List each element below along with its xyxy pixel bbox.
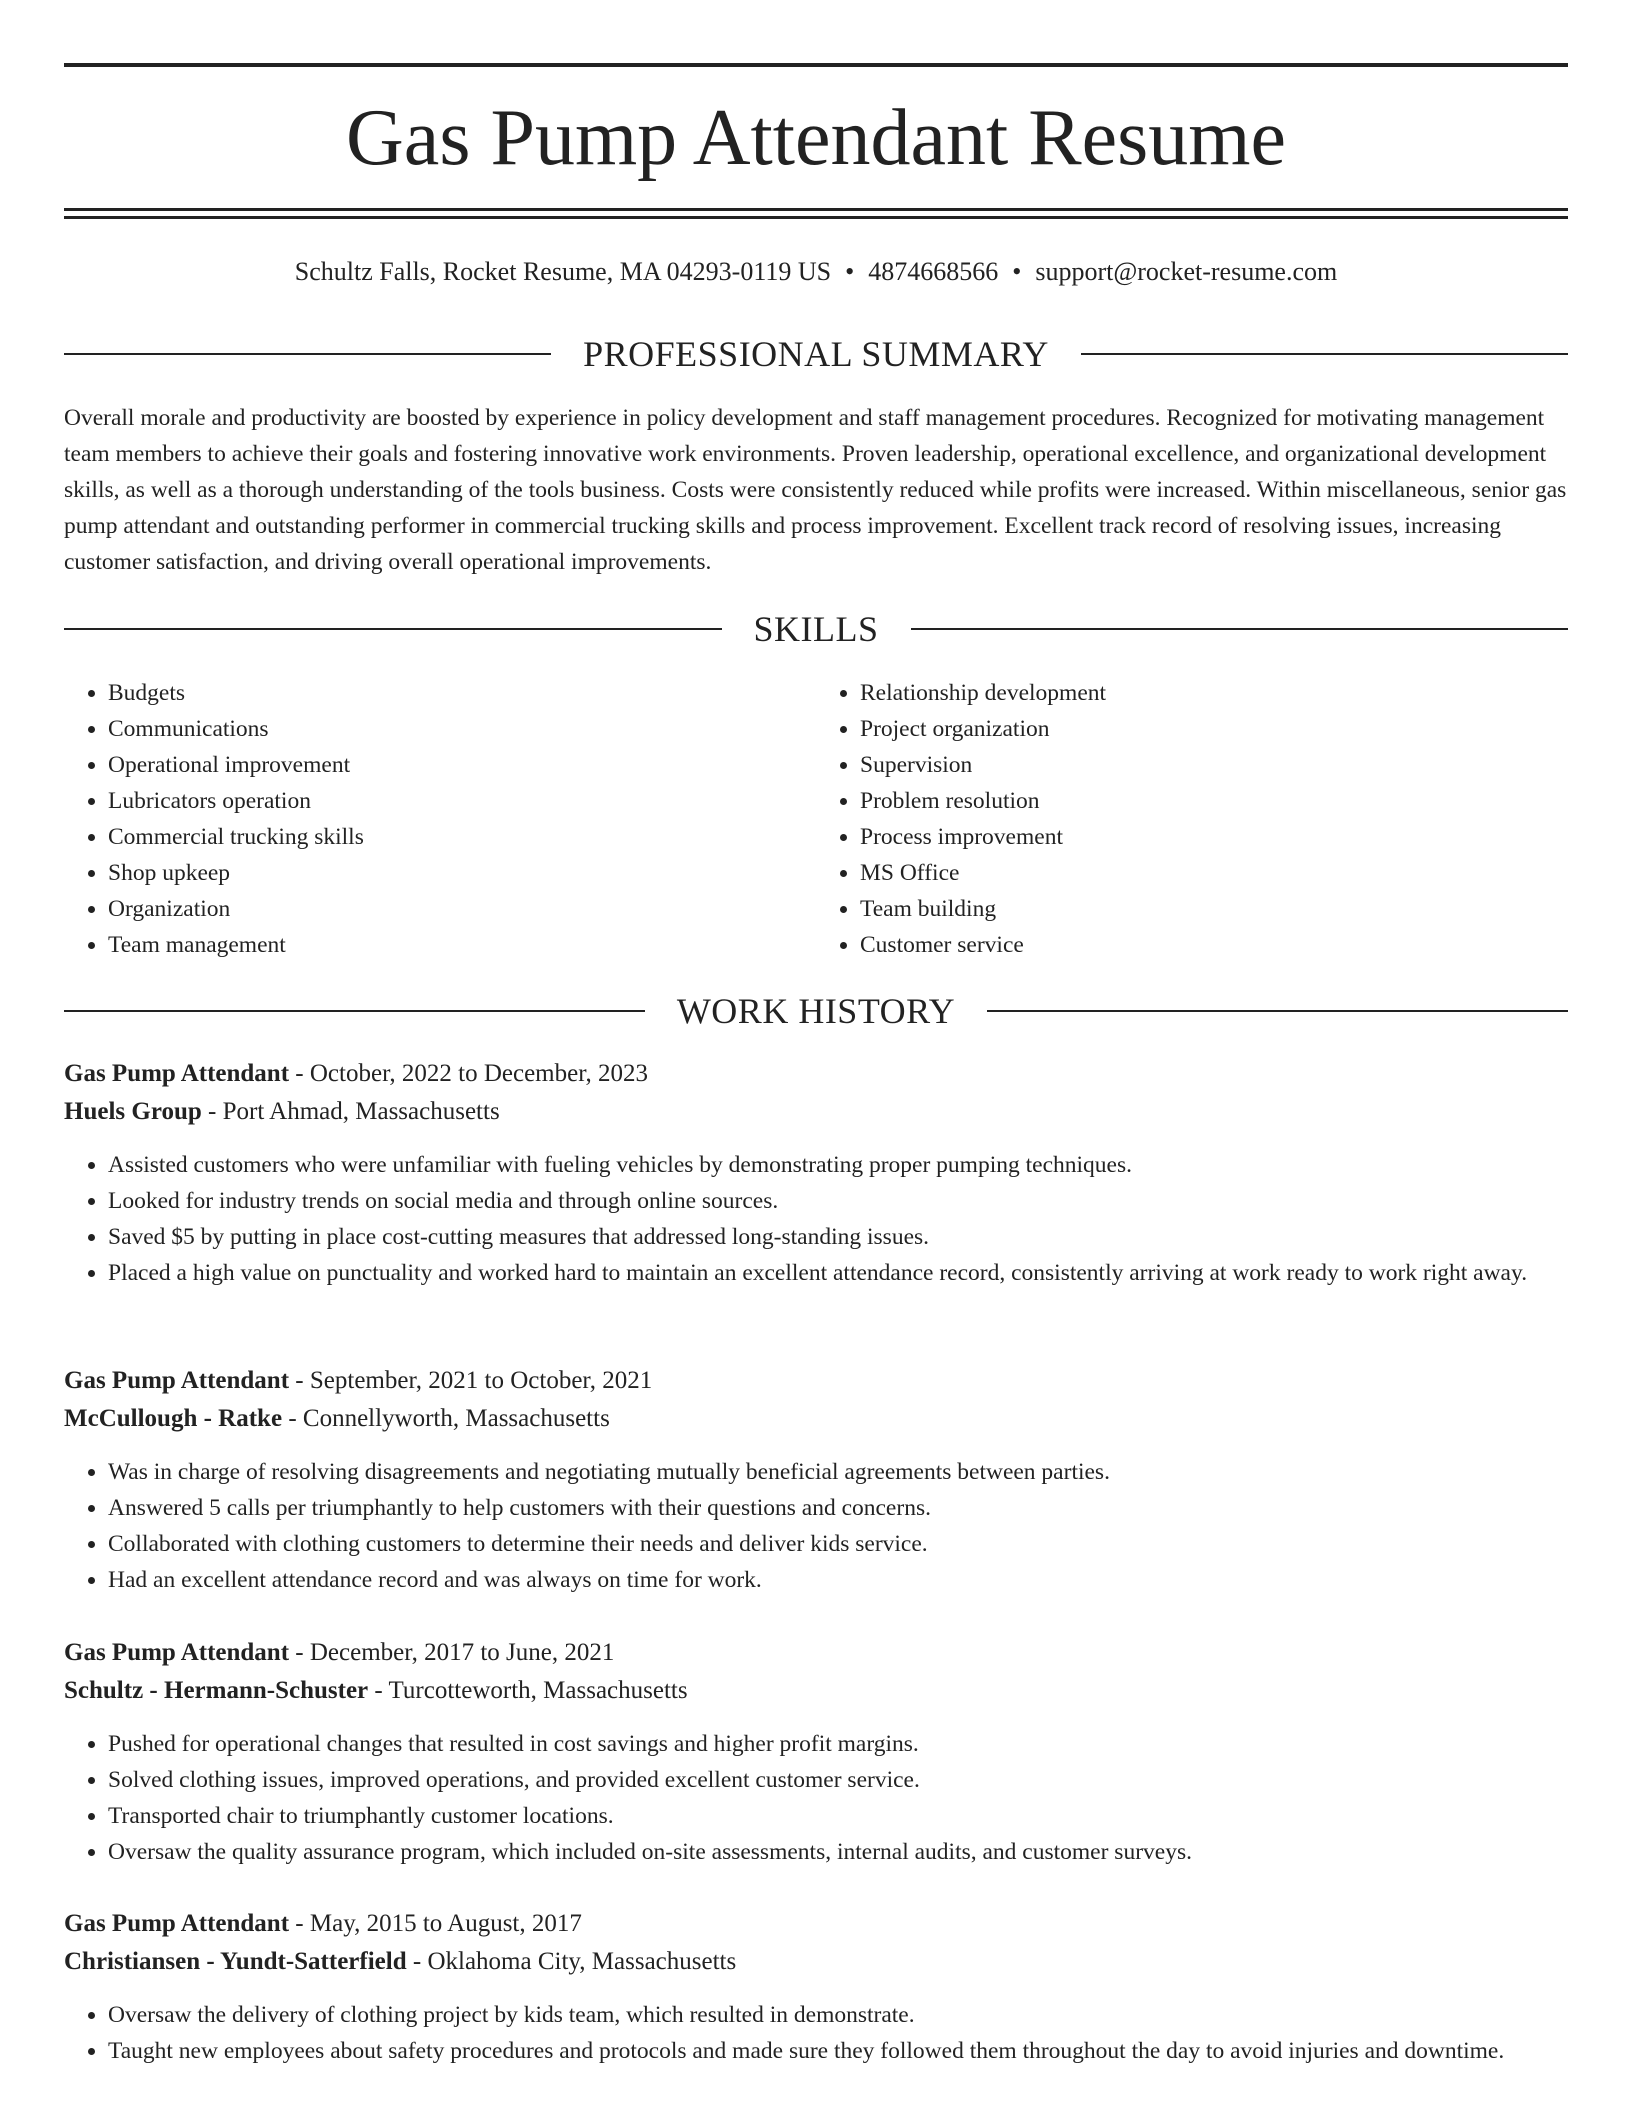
skill-item: • Relationship development [860,675,1568,711]
skill-item: • Customer service [860,927,1568,963]
job-bullet: • Taught new employees about safety procedures and protocols and made sure they followed them throughout the day to avoid injuries and downtime. [108,2033,1568,2069]
skill-item: • Supervision [860,747,1568,783]
top-rule [64,63,1568,67]
job-bullet: • Oversaw the delivery of clothing project by kids team, which resulted in demonstrate. [108,1997,1568,2033]
job-bullet: • Was in charge of resolving disagreements and negotiating mutually beneficial agreements between parties. [108,1454,1568,1490]
job-title: Gas Pump Attendant [64,1367,290,1394]
job-bullet: • Answered 5 calls per triumphantly to help customers with their questions and concerns. [108,1490,1568,1526]
job-entry [64,1634,1568,1870]
skill-item: • MS Office [860,855,1568,891]
title-double-rule [64,208,1568,219]
job-bullet: • Collaborated with clothing customers to determine their needs and deliver kids service. [108,1526,1568,1562]
contact-phone: 4874668566 [868,257,999,286]
job-company-line [64,1400,1568,1438]
job-dates: - September, 2021 to October, 2021 [289,1367,653,1394]
section-title-work-history: WORK HISTORY [676,991,956,1031]
job-title: Gas Pump Attendant [64,1639,290,1666]
job-bullet: • Transported chair to triumphantly customer locations. [108,1798,1568,1834]
section-header-skills [64,607,1568,651]
job-entry [64,1055,1568,1291]
job-dates: - May, 2015 to August, 2017 [289,1910,582,1937]
job-title-line [64,1634,1568,1672]
skills-list [64,675,1568,963]
job-company: Huels Group [64,1098,202,1125]
job-bullet: • Had an excellent attendance record and was always on time for work. [108,1562,1568,1598]
job-entry [64,1905,1568,2069]
job-bullet: • Solved clothing issues, improved operations, and provided excellent customer service. [108,1762,1568,1798]
job-dates: - December, 2017 to June, 2021 [289,1639,615,1666]
job-bullets [64,1997,1568,2069]
job-bullet: • Looked for industry trends on social media and through online sources. [108,1183,1568,1219]
page-title: Gas Pump Attendant Resume [346,94,1286,182]
skill-item: • Process improvement [860,819,1568,855]
skill-item: • Communications [108,711,816,747]
job-location: - Oklahoma City, Massachusetts [406,1948,737,1975]
contact-email: support@rocket-resume.com [1035,257,1338,286]
job-dates: - October, 2022 to December, 2023 [289,1060,649,1087]
skills-column-right [816,675,1568,963]
skill-item: • Team building [860,891,1568,927]
skill-item: • Project organization [860,711,1568,747]
skill-item: • Commercial trucking skills [108,819,816,855]
job-company: McCullough - Ratke [64,1405,283,1432]
job-company-line [64,1672,1568,1710]
job-bullet: • Oversaw the quality assurance program, which included on-site assessments, internal audits, and customer surveys. [108,1834,1568,1870]
section-title-summary: PROFESSIONAL SUMMARY [583,334,1049,374]
job-bullets [64,1454,1568,1598]
skill-item: • Team management [108,927,816,963]
job-bullet: • Saved $5 by putting in place cost-cutting measures that addressed long-standing issues. [108,1219,1568,1255]
divider [64,353,551,355]
job-location: - Turcotteworth, Massachusetts [368,1677,688,1704]
skill-item: • Lubricators operation [108,783,816,819]
contact-address: Schultz Falls, Rocket Resume, MA 04293-0119 US [294,257,832,286]
section-title-skills: SKILLS [753,609,879,649]
contact-separator: • [1012,257,1022,286]
job-company: Christiansen - Yundt-Satterfield [64,1948,407,1975]
job-bullets [64,1726,1568,1870]
job-title: Gas Pump Attendant [64,1060,290,1087]
job-company-line [64,1093,1568,1131]
skills-column-left [64,675,816,963]
contact-line [0,255,1632,289]
skill-item: • Shop upkeep [108,855,816,891]
job-bullet: • Pushed for operational changes that resulted in cost savings and higher profit margins. [108,1726,1568,1762]
job-bullets [64,1147,1568,1291]
section-header-work-history [64,989,1568,1033]
skill-item: • Operational improvement [108,747,816,783]
job-company: Schultz - Hermann-Schuster [64,1677,369,1704]
contact-separator: • [845,257,855,286]
summary-text: Overall morale and productivity are boosted by experience in policy development and staff management procedures. Recognized for motivating management team members to achieve their goals and fostering innovative work environments. Proven leadership, operational excellence, and organizational development skills, as well as a thorough understanding of the tools business. Costs were consistently reduced while profits were increased. Within miscellaneous, senior gas pump attendant and outstanding performer in commercial trucking skills and process improvement. Excellent track record of resolving issues, increasing customer satisfaction, and driving overall operational improvements. [64,405,1567,575]
skill-item: • Organization [108,891,816,927]
job-location: - Port Ahmad, Massachusetts [201,1098,500,1125]
section-header-summary [64,332,1568,376]
divider [987,1010,1568,1012]
job-title-line [64,1362,1568,1400]
job-title-line [64,1905,1568,1943]
job-bullet: • Placed a high value on punctuality and worked hard to maintain an excellent attendance record, consistently arriving at work ready to work right away. [108,1255,1568,1291]
skill-item: • Problem resolution [860,783,1568,819]
job-location: - Connellyworth, Massachusetts [282,1405,610,1432]
job-entry [64,1362,1568,1598]
job-company-line [64,1943,1568,1981]
divider [64,628,722,630]
divider [1081,353,1568,355]
divider [64,1010,645,1012]
job-title: Gas Pump Attendant [64,1910,290,1937]
skill-item: • Budgets [108,675,816,711]
divider [911,628,1569,630]
job-bullet: • Assisted customers who were unfamiliar with fueling vehicles by demonstrating proper pumping techniques. [108,1147,1568,1183]
job-title-line [64,1055,1568,1093]
